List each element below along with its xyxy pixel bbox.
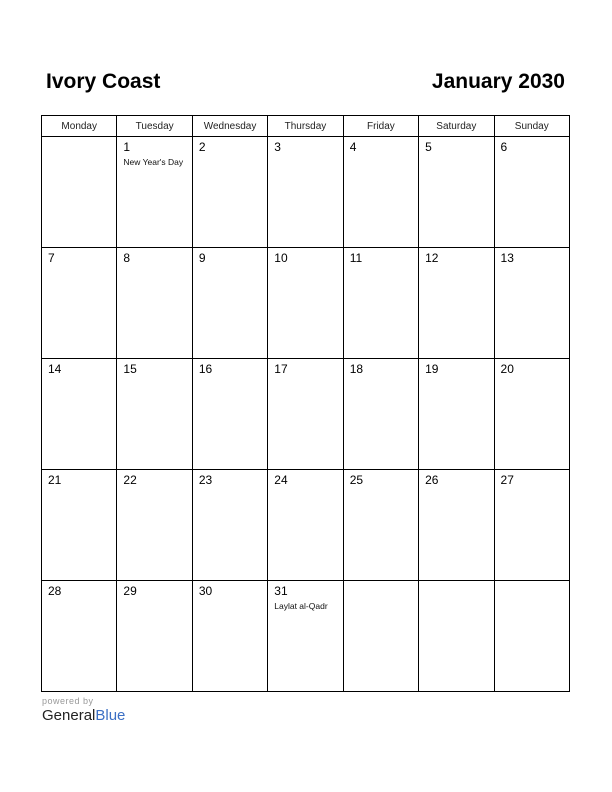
day-cell [419, 248, 494, 359]
day-cell [42, 137, 117, 248]
day-number: 20 [500, 362, 514, 376]
week-row [42, 248, 570, 359]
day-cell [343, 359, 418, 470]
day-number: 11 [349, 251, 363, 265]
weekday-header: Wednesday [192, 116, 267, 137]
day-cell [494, 248, 569, 359]
day-cell [192, 248, 267, 359]
holiday-label: New Year's Day [123, 157, 184, 167]
day-number: 17 [274, 362, 288, 376]
month-year-title: January 2030 [431, 70, 565, 93]
calendar-grid [41, 115, 570, 692]
day-number: 8 [123, 251, 131, 265]
day-cell [343, 581, 418, 692]
weekday-header: Tuesday [117, 116, 192, 137]
day-number: 4 [349, 140, 357, 154]
day-number: 5 [425, 140, 432, 154]
week-row [42, 359, 570, 470]
day-cell [192, 359, 267, 470]
weekday-header: Monday [42, 116, 117, 137]
day-cell [494, 581, 569, 692]
day-number: 28 [48, 584, 62, 598]
day-number: 26 [425, 473, 439, 487]
weekday-header-row [42, 116, 570, 137]
day-cell [268, 581, 343, 692]
holiday-label: Laylat al-Qadr [274, 601, 328, 611]
brand-name-part2: Blue [95, 707, 126, 724]
day-cell [192, 137, 267, 248]
day-number: 14 [48, 362, 62, 376]
day-number: 21 [48, 473, 62, 487]
weekday-header: Sunday [494, 116, 569, 137]
calendar-header [46, 70, 565, 100]
day-number: 12 [425, 251, 439, 265]
day-cell [117, 137, 192, 248]
day-number: 13 [500, 251, 514, 265]
day-cell [117, 581, 192, 692]
day-number: 2 [198, 140, 206, 154]
day-cell [42, 581, 117, 692]
day-cell [117, 248, 192, 359]
day-cell [419, 137, 494, 248]
weekday-header: Thursday [268, 116, 343, 137]
country-title: Ivory Coast [46, 70, 161, 93]
day-cell [117, 470, 192, 581]
day-number: 3 [274, 140, 281, 154]
day-cell [343, 137, 418, 248]
day-cell [419, 581, 494, 692]
day-number: 29 [123, 584, 137, 598]
day-cell [494, 470, 569, 581]
day-cell [42, 248, 117, 359]
day-number: 30 [198, 584, 213, 598]
day-cell [42, 359, 117, 470]
day-cell [268, 248, 343, 359]
day-number: 24 [274, 473, 288, 487]
footer-branding [42, 696, 125, 724]
day-number: 18 [349, 362, 364, 376]
powered-by-text: powered by [42, 696, 94, 706]
day-number: 22 [123, 473, 137, 487]
day-number: 19 [425, 362, 439, 376]
brand-logo [42, 707, 125, 724]
day-cell [419, 359, 494, 470]
day-cell [192, 581, 267, 692]
day-number: 16 [198, 362, 213, 376]
weekday-header: Saturday [419, 116, 494, 137]
day-number: 25 [349, 473, 364, 487]
day-cell [268, 470, 343, 581]
brand-name-part1: General [42, 707, 96, 724]
day-number: 15 [123, 362, 137, 376]
day-cell [343, 470, 418, 581]
day-cell [268, 137, 343, 248]
day-number: 1 [123, 140, 131, 154]
week-row [42, 137, 570, 248]
day-cell [419, 470, 494, 581]
day-number: 31 [274, 584, 288, 598]
day-number: 23 [198, 473, 213, 487]
weekday-header: Friday [343, 116, 418, 137]
day-cell [343, 248, 418, 359]
day-cell [268, 359, 343, 470]
week-row [42, 470, 570, 581]
week-row [42, 581, 570, 692]
day-cell [494, 359, 569, 470]
day-number: 6 [500, 140, 508, 154]
day-cell [117, 359, 192, 470]
day-number: 10 [274, 251, 288, 265]
day-number: 9 [198, 251, 206, 265]
day-cell [42, 470, 117, 581]
day-cell [494, 137, 569, 248]
day-cell [192, 470, 267, 581]
day-number: 27 [500, 473, 514, 487]
day-number: 7 [48, 251, 55, 265]
